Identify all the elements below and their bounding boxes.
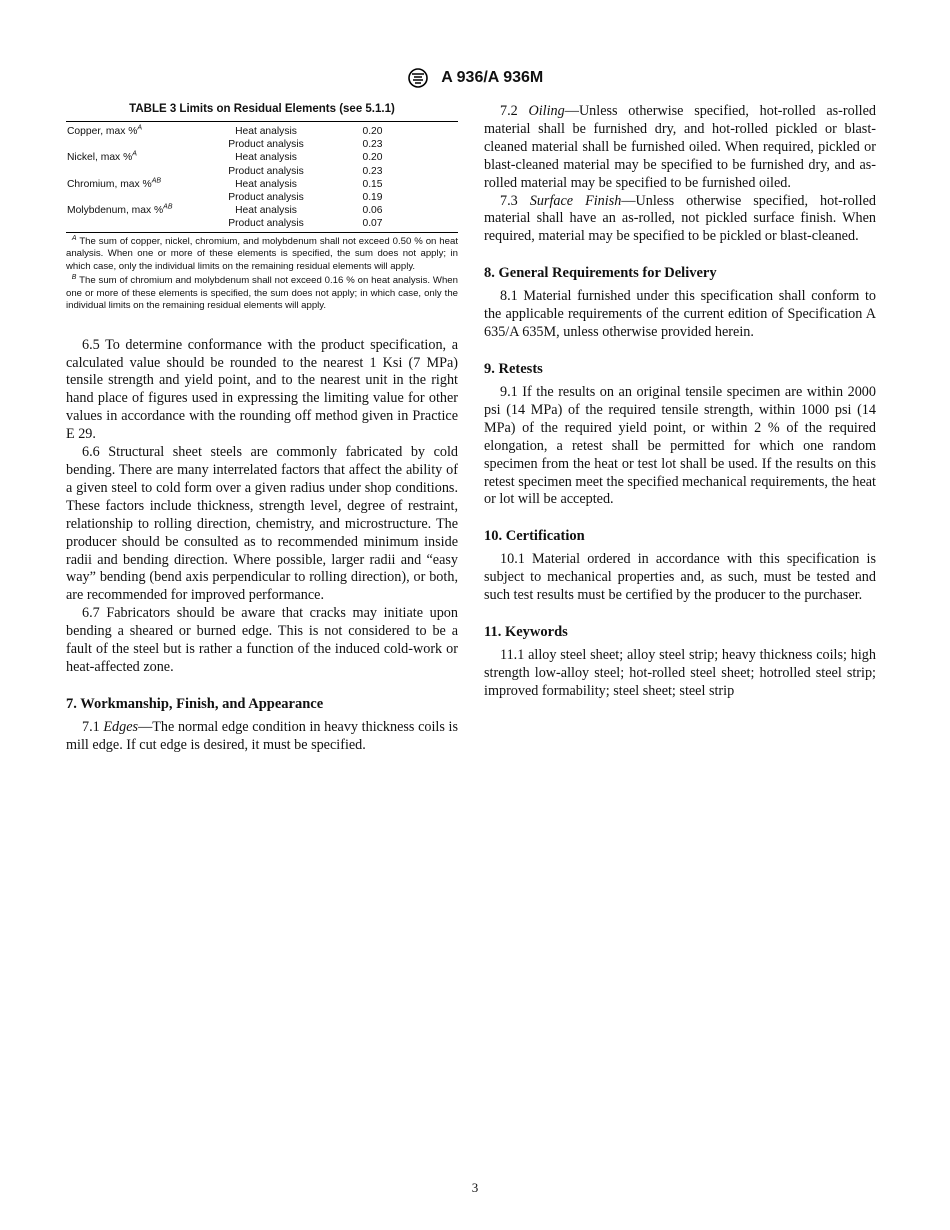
section-11-heading: 11. Keywords bbox=[484, 624, 568, 641]
table-row bbox=[66, 151, 458, 164]
table-row bbox=[66, 122, 458, 139]
section-7-heading: 7. Workmanship, Finish, and Appearance bbox=[66, 695, 324, 712]
paragraph-6-6: 6.6 Structural sheet steels are commonly fabricated by cold bending. There are many interrelated factors that affect the ability of a given steel to cold form over a given radius under shop conditions. These factors include thickness, strength level, degree of restraint, relationship to rolling direction, chemistry, and microstructure. The producer should be consulted as to recommended minimum inside radii and bending direction. Where possible, larger radii and “easy way” bending (bend axis perpendicular to rolling direction), or both, are recommended for improved performance. bbox=[66, 444, 458, 604]
element-cell bbox=[66, 138, 205, 151]
element-cell: Nickel, max %$^A$ bbox=[67, 150, 137, 164]
table-row bbox=[66, 138, 458, 151]
table-row bbox=[66, 204, 458, 217]
paragraph-8-1: 8.1 Material furnished under this specification shall conform to the applicable requirements of the current edition of Specification A 635/A 635M, unless otherwise provided herein. bbox=[484, 288, 876, 341]
paragraph-11-1: 11.1 alloy steel sheet; alloy steel strip; heavy thickness coils; high strength low-alloy steel; hot-rolled steel sheet; hotrolled steel strip; improved formability; steel sheet; steel strip bbox=[484, 647, 876, 699]
document-designation: A 936/A 936M bbox=[441, 69, 544, 86]
analysis-cell: Product analysis bbox=[228, 192, 304, 204]
value-cell: 0.23 bbox=[362, 165, 383, 177]
analysis-cell: Heat analysis bbox=[235, 126, 297, 137]
paragraph-10-1: 10.1 Material ordered in accordance with this specification is subject to mechanical properties and, as such, must be tested and such test results must be certified by the producer to the purchaser. bbox=[484, 551, 876, 604]
paragraph-6-7: 6.7 Fabricators should be aware that cracks may initiate upon bending a sheared or burned edge. This is not considered to be a fault of the steel but is rather a function of the induced cold-work or heat-affected zone. bbox=[66, 605, 458, 675]
paragraph-7-2: 7.2 Oiling—Unless otherwise specified, hot-rolled as-rolled material shall be furnished dry, and hot-rolled pickled or blast-cleaned material shall be furnished oiled. When required, pickled or blast-cleaned material may be specified to be furnished dry, and as-rolled material may be specified to be furnished oiled. bbox=[484, 103, 877, 191]
right-column bbox=[484, 103, 876, 701]
value-cell: 0.19 bbox=[362, 192, 383, 204]
element-cell: Chromium, max %$^{AB}$ bbox=[67, 177, 162, 190]
value-cell: 0.20 bbox=[362, 152, 383, 164]
element-cell bbox=[66, 217, 205, 232]
page-number: 3 bbox=[471, 1180, 479, 1195]
table-row bbox=[66, 178, 458, 191]
analysis-cell: Heat analysis bbox=[235, 205, 297, 217]
element-cell: Copper, max %$^A$ bbox=[67, 124, 143, 137]
paragraph-7-1: 7.1 Edges—The normal edge condition in heavy thickness coils is mill edge. If cut edge is desired, it must be specified. bbox=[66, 718, 459, 753]
analysis-cell: Product analysis bbox=[228, 139, 304, 151]
value-cell: 0.06 bbox=[362, 205, 383, 217]
table-row bbox=[66, 165, 458, 178]
astm-logo-icon bbox=[407, 68, 429, 88]
element-cell bbox=[66, 191, 205, 204]
analysis-cell: Product analysis bbox=[228, 218, 304, 230]
section-10-heading: 10. Certification bbox=[484, 528, 585, 545]
table-row bbox=[66, 217, 458, 232]
analysis-cell: Product analysis bbox=[228, 165, 304, 177]
page-header bbox=[0, 68, 950, 88]
section-9-heading: 9. Retests bbox=[484, 360, 543, 377]
residual-elements-table bbox=[66, 121, 458, 233]
left-column bbox=[66, 103, 458, 755]
value-cell: 0.20 bbox=[362, 126, 383, 137]
table-footnote: $^B$ The sum of chromium and molybdenum shall not exceed 0.16 % on heat analysis. When one or more of these elements is specified, the sum does not apply; in which case, only the individual limits on the remaining residual elements will apply. bbox=[66, 273, 458, 312]
element-cell bbox=[66, 165, 205, 178]
table-title: TABLE 3 Limits on Residual Elements (see 5.1.1) bbox=[129, 103, 395, 115]
analysis-cell: Heat analysis bbox=[235, 152, 297, 164]
table-footnotes bbox=[66, 236, 458, 313]
analysis-cell: Heat analysis bbox=[235, 178, 297, 190]
paragraph-6-5: 6.5 To determine conformance with the product specification, a calculated value should be rounded to the nearest 1 Ksi (7 MPa) tensile strength and yield point, and to the nearest unit in the right hand place of figures used in expressing the limiting value for other values in accordance with the rounding off method given in Practice E 29. bbox=[66, 336, 458, 443]
paragraph-7-3: 7.3 Surface Finish—Unless otherwise specified, hot-rolled material shall have an as-rolled, not pickled surface finish. When required, material may be specified to be pickled or blast-cleaned. bbox=[484, 192, 876, 245]
section-8-heading: 8. General Requirements for Delivery bbox=[484, 265, 717, 282]
element-cell: Molybdenum, max %$^{AB}$ bbox=[67, 203, 173, 217]
value-cell: 0.23 bbox=[362, 139, 383, 151]
paragraph-9-1: 9.1 If the results on an original tensile specimen are within 2000 psi (14 MPa) of the required tensile strength, within 1000 psi (14 MPa) of the required yield point, or within 2 % of the required elongation, a retest shall be permitted for which one random specimen from the heat or test lot shall be used. If the results on this retest specimen meet the specified mechanical requirements, the heat or lot will be accepted. bbox=[484, 383, 876, 508]
value-cell: 0.07 bbox=[362, 218, 383, 230]
value-cell: 0.15 bbox=[362, 178, 383, 190]
table-footnote: $^A$ The sum of copper, nickel, chromium, and molybdenum shall not exceed 0.50 % on heat analysis. When one or more of these elements is specified, the sum does not apply; in which case, only the individual limits on the remaining residual elements will apply. bbox=[66, 234, 458, 272]
table-row bbox=[66, 191, 458, 204]
